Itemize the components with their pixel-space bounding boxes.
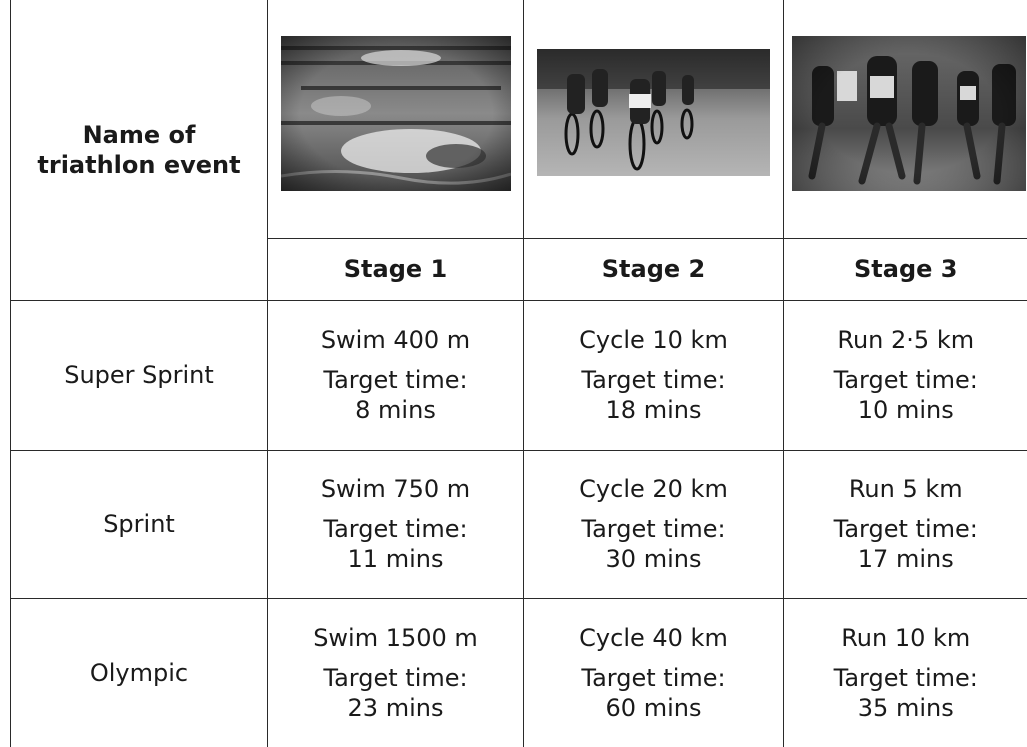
event-name-header-line2: triathlon event xyxy=(37,150,241,179)
stage-activity: Run 5 km xyxy=(848,475,963,503)
stage-activity: Swim 400 m xyxy=(320,326,471,354)
stage1-cell xyxy=(268,300,524,450)
stage-activity: Run 10 km xyxy=(841,623,971,652)
target-time-label: Target time: xyxy=(581,515,726,543)
target-time-value: 23 mins xyxy=(347,693,444,722)
stage1-image-cell xyxy=(268,0,524,238)
running-photo xyxy=(792,36,1026,191)
stage-activity: Cycle 40 km xyxy=(579,623,728,652)
target-time-value: 60 mins xyxy=(605,693,702,722)
target-time-value: 8 mins xyxy=(355,396,436,424)
table-row xyxy=(11,300,1027,450)
stage3-cell xyxy=(784,300,1027,450)
event-name-cell xyxy=(11,450,268,598)
table-row xyxy=(11,450,1027,598)
target-time-label: Target time: xyxy=(581,366,726,394)
target-time-value: 17 mins xyxy=(857,545,954,573)
stage-activity: Run 2·5 km xyxy=(837,326,975,354)
stage2-image-cell xyxy=(524,0,784,238)
event-name-header xyxy=(11,120,267,180)
target-time-label: Target time: xyxy=(323,515,468,543)
stage3-cell xyxy=(784,450,1027,598)
stage1-cell xyxy=(268,598,524,747)
target-time-label: Target time: xyxy=(833,663,978,692)
stage-activity: Swim 1500 m xyxy=(313,623,478,652)
target-time-value: 30 mins xyxy=(605,545,702,573)
event-name-cell xyxy=(11,300,268,450)
swimming-photo xyxy=(281,36,511,191)
stage-activity: Cycle 20 km xyxy=(579,475,728,503)
target-time-value: 11 mins xyxy=(347,545,444,573)
event-name-header-cell xyxy=(11,0,268,300)
stage1-header xyxy=(268,238,524,300)
cycling-photo xyxy=(537,49,770,176)
stage-activity: Cycle 10 km xyxy=(579,326,728,354)
table-row xyxy=(11,598,1027,747)
target-time-label: Target time: xyxy=(581,663,726,692)
stage1-cell xyxy=(268,450,524,598)
stage1-label: Stage 1 xyxy=(343,255,448,283)
target-time-value: 35 mins xyxy=(857,693,954,722)
event-name-header-line1: Name of xyxy=(82,120,196,149)
stage2-header xyxy=(524,238,784,300)
stage3-header xyxy=(784,238,1027,300)
event-name: Sprint xyxy=(103,510,175,538)
event-name: Olympic xyxy=(89,658,189,687)
stage3-label: Stage 3 xyxy=(854,255,958,283)
stage2-label: Stage 2 xyxy=(601,255,706,283)
stage2-cell xyxy=(524,450,784,598)
stage3-image-cell xyxy=(784,0,1027,238)
target-time-value: 18 mins xyxy=(605,396,702,424)
target-time-label: Target time: xyxy=(833,515,978,543)
target-time-label: Target time: xyxy=(323,366,468,394)
target-time-value: 10 mins xyxy=(857,396,954,424)
stage2-cell xyxy=(524,300,784,450)
target-time-label: Target time: xyxy=(323,663,468,692)
triathlon-table xyxy=(10,0,1027,747)
event-name-cell xyxy=(11,598,268,747)
event-name: Super Sprint xyxy=(64,361,214,389)
stage3-cell xyxy=(784,598,1027,747)
target-time-label: Target time: xyxy=(833,366,978,394)
triathlon-table-container xyxy=(10,0,1027,747)
stage-activity: Swim 750 m xyxy=(320,475,471,503)
stage2-cell xyxy=(524,598,784,747)
